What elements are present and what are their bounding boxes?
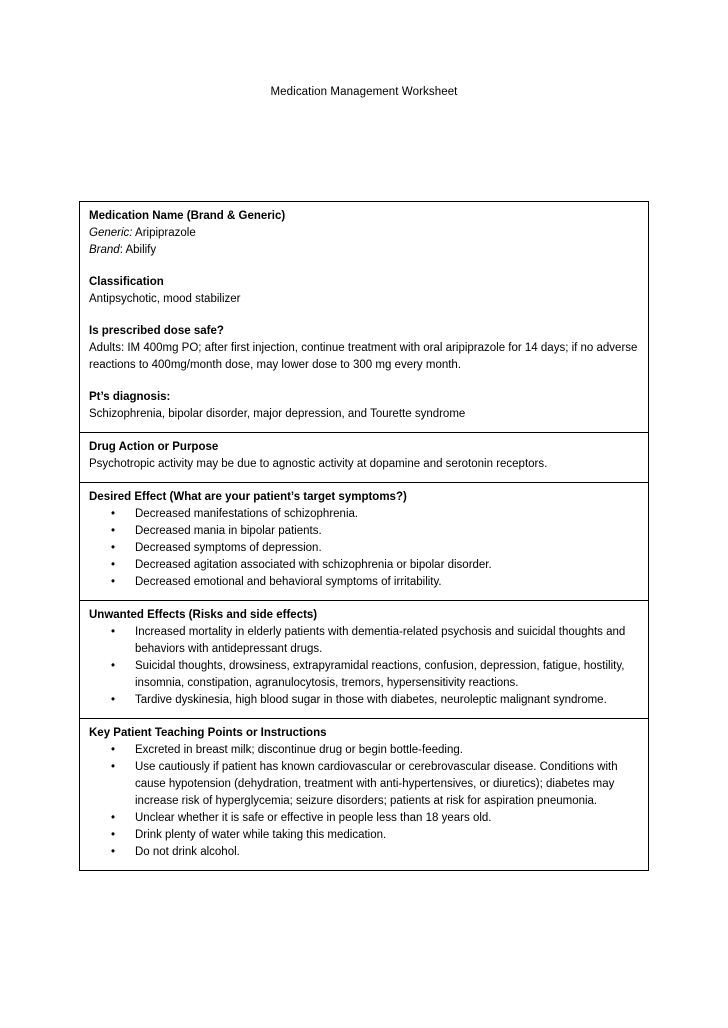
section-heading: Key Patient Teaching Points or Instructions	[89, 727, 327, 739]
key-teaching-points-list	[89, 742, 639, 861]
brand-label: Brand	[89, 244, 120, 256]
section-heading: Medication Name (Brand & Generic)	[89, 210, 286, 222]
list-item: • Use cautiously if patient has known cardiovascular or cerebrovascular disease. Conditions with cause hypotension (dehydration, treatment with anti-hypertensives, or diuretics); diabetes may increase risk of hyperglycemia; seizure disorders; patients at risk for aspiration pneumonia.	[89, 759, 639, 810]
list-item: • Drink plenty of water while taking this medication.	[89, 827, 639, 844]
drug-action-body: Psychotropic activity may be due to agnostic activity at dopamine and serotonin receptors.	[89, 458, 548, 470]
desired-effect-list	[89, 506, 639, 591]
list-item: • Tardive dyskinesia, high blood sugar in those with diabetes, neuroleptic malignant syndrome.	[89, 692, 639, 709]
section-heading: Unwanted Effects (Risks and side effects)	[89, 609, 318, 621]
spacer	[89, 259, 639, 274]
section-desired-effect	[80, 483, 648, 601]
brand-line	[89, 242, 639, 259]
list-item: • Decreased manifestations of schizophrenia.	[89, 506, 639, 523]
generic-line	[89, 225, 639, 242]
subsection-heading-classification: Classification	[89, 276, 164, 288]
section-drug-action	[80, 433, 648, 483]
dose-safe-body: Adults: IM 400mg PO; after first injection, continue treatment with oral aripiprazole for 14 days; if no adverse reactions to 400mg/month dose, may lower dose to 300 mg every month.	[89, 342, 638, 371]
worksheet-table	[79, 201, 649, 871]
brand-value: : Abilify	[119, 244, 157, 256]
list-item: • Do not drink alcohol.	[89, 844, 639, 861]
document-page	[0, 86, 728, 1028]
section-heading: Desired Effect (What are your patient’s target symptoms?)	[89, 491, 407, 503]
page-title: Medication Management Worksheet	[270, 86, 458, 98]
diagnosis-body: Schizophrenia, bipolar disorder, major depression, and Tourette syndrome	[89, 408, 466, 420]
section-key-teaching-points	[80, 719, 648, 870]
list-item: • Suicidal thoughts, drowsiness, extrapyramidal reactions, confusion, depression, fatigue, hostility, insomnia, constipation, agranulocytosis, tremors, hypersensitivity reactions.	[89, 658, 639, 692]
subsection-heading-diagnosis: Pt’s diagnosis:	[89, 391, 171, 403]
section-unwanted-effects	[80, 601, 648, 719]
subsection-heading-dose-safe: Is prescribed dose safe?	[89, 325, 224, 337]
list-item: • Excreted in breast milk; discontinue drug or begin bottle-feeding.	[89, 742, 639, 759]
section-heading: Drug Action or Purpose	[89, 441, 219, 453]
spacer	[89, 308, 639, 323]
generic-label: Generic:	[89, 227, 133, 239]
list-item: • Decreased agitation associated with schizophrenia or bipolar disorder.	[89, 557, 639, 574]
unwanted-effects-list	[89, 624, 639, 709]
spacer	[89, 374, 639, 389]
list-item: • Decreased emotional and behavioral symptoms of irritability.	[89, 574, 639, 591]
classification-body: Antipsychotic, mood stabilizer	[89, 293, 241, 305]
list-item: • Decreased mania in bipolar patients.	[89, 523, 639, 540]
list-item: • Unclear whether it is safe or effective in people less than 18 years old.	[89, 810, 639, 827]
section-medication-name	[80, 202, 648, 433]
list-item: • Increased mortality in elderly patients with dementia-related psychosis and suicidal thoughts and behaviors with antidepressant drugs.	[89, 624, 639, 658]
generic-value: Aripiprazole	[135, 227, 196, 239]
list-item: • Decreased symptoms of depression.	[89, 540, 639, 557]
